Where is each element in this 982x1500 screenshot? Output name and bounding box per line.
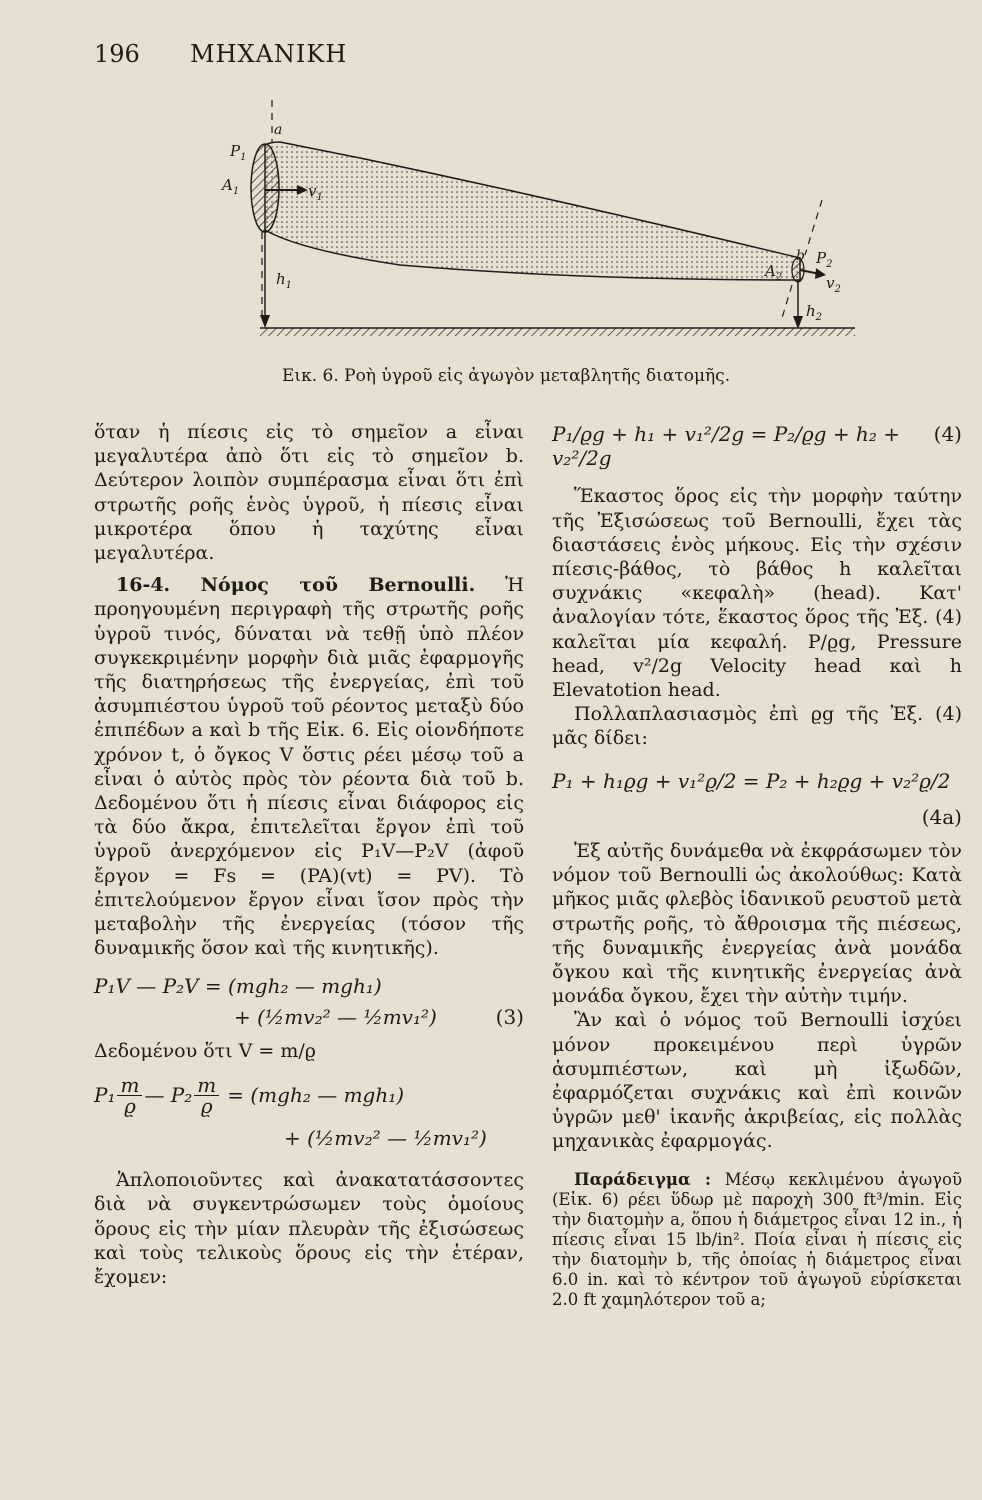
right-column (552, 420, 962, 1310)
svg-text:A2: $A_2$ (765, 262, 783, 283)
pipe-flow-figure (200, 90, 870, 350)
pipe-body (265, 142, 800, 280)
svg-text:v1: $v_1$ (308, 182, 323, 203)
left-para-3: Ἁπλοποιοῦντες καὶ ἀνακατατάσσοντες διὰ νὰ συγκεντρώσωμεν τοὺς ὁμοίους ὅρους εἰς τὴν μίαν πλευρὰν τῆς ἐξισώσεως καὶ τοὺς τελικοὺς ὅρους εἰς τὴν ἑτέραν, ἔχομεν: (94, 1169, 524, 1289)
svg-text:h2: $h_2$ (806, 302, 823, 323)
right-para-3: Ἐξ αὐτῆς δυνάμεθα νὰ ἐκφράσωμεν τὸν νόμον τοῦ Bernoulli ὡς ἀκολούθως: Κατὰ μῆκος μιᾶς φλεβὸς ἰδανικοῦ ρευστοῦ μετὰ στρωτῆς ροῆς, τὸ ἄθροισμα τῆς πιέσεως, τῆς δυναμικῆς ἐνεργείας ἀνὰ μονάδα ὄγκου καὶ τῆς κινητικῆς ἐνεργείας ἀνὰ μονάδα ὄγκου, ἔχει τὴν αὐτὴν τιμήν. (552, 840, 962, 1008)
svg-text:P2: $P_2$ (816, 249, 833, 270)
equation-mass: P₁ $\frac{m}{ϱ}$ — P₂ $\frac{m}{ϱ}$ = (mgh₂ — mgh₁) (94, 1073, 405, 1119)
left-column (94, 420, 524, 1289)
given-text: Δεδομένου ὅτι V = m/ϱ (94, 1039, 316, 1062)
svg-text:P1: $P_1$ (230, 142, 247, 163)
equation-3: P₁V — P₂V = (mgh₂ — mgh₁) + (½mv₂² — ½mv₁²) (3) (94, 974, 524, 1029)
right-para-4: Ἂν καὶ ὁ νόμος τοῦ Bernoulli ἰσχύει μόνον προκειμένου περὶ ὑγρῶν ἀσυμπιέστων, καὶ μὴ ἰξωδῶν, ἐφαρμόζεται συχνάκις καὶ ἐπὶ κοινῶν ὑγρῶν μεθ' ἱκανῆς ἀκριβείας, εἰς πολλὰς μηχανικὰς ἐφαρμογάς. (552, 1009, 962, 1153)
svg-text:h1: $h_1$ (276, 270, 293, 291)
page-number: 196 (94, 40, 140, 68)
example: Παράδειγμα : Μέσῳ κεκλιμένου ἀγωγοῦ (Εἰκ. 6) ρέει ὕδωρ μὲ παροχὴ 300 ft³/min. Εἰς τὴν διατομὴν a, ὅπου ἡ διάμετρος εἶναι 12 in., ἡ πίεσις εἶναι 15 lb/in². Ποία εἶναι ἡ πίεσις εἰς τὴν διατομὴν b, τῆς ὁποίας ἡ διάμετρος εἶναι 6.0 in. καὶ τὸ κέντρον τοῦ ἀγωγοῦ εὑρίσκεται 2.0 ft χαμηλότερον τοῦ a; (552, 1169, 962, 1309)
equation-mass-line2: + (½mv₂² — ½mv₁²) (284, 1126, 487, 1151)
section-heading: 16-4. Νόμος τοῦ Bernoulli. (116, 574, 476, 597)
left-para-1: ὅταν ἡ πίεσις εἰς τὸ σημεῖον a εἶναι μεγαλυτέρα ἀπὸ ὅτι εἰς τὸ σημεῖον b. Δεύτερον λοιπὸν συμπέρασμα εἶναι ὅτι ἐπὶ στρωτῆς ροῆς ἑνὸς ὑγροῦ, ἡ πίεσις εἶναι μικροτέρα ὅπου ἡ ταχύτης εἶναι μεγαλυτέρα. (94, 421, 524, 565)
inlet-section (251, 144, 279, 232)
equation-4: P₁/ϱg + h₁ + v₁²/2g = P₂/ϱg + h₂ + v₂²/2g (4) (552, 422, 962, 471)
equation-4a: P₁ + h₁ϱg + v₁²ϱ/2 = P₂ + h₂ϱg + v₂²ϱ/2 (4a) (552, 768, 962, 829)
example-heading: Παράδειγμα : (574, 1169, 711, 1189)
svg-text:A1: $A_1$ (222, 176, 240, 197)
label-b: b (796, 248, 805, 264)
left-para-2: 16-4. Νόμος τοῦ Bernoulli. Ἡ προηγουμένη περιγραφὴ τῆς στρωτῆς ροῆς ὑγροῦ τινός, δύναται νὰ τεθῇ ὑπὸ πλέον συγκεκριμένην μορφὴν διὰ μιᾶς ἐφαρμογῆς τῆς διατηρήσεως τῆς ἐνεργείας, ἐπὶ τοῦ ἀσυμπιέστου ὑγροῦ τοῦ ρέοντος μεταξὺ δύο ἐπιπέδων a καὶ b τῆς Εἰκ. 6. Εἰς οἱονδήποτε χρόνον t, ὁ ὄγκος V ὅστις ρέει μέσῳ τοῦ a εἶναι ὁ αὐτὸς πρὸς τὸν ρέοντα διὰ τοῦ b. Δεδομένου ὅτι ἡ πίεσις εἶναι διάφορος εἰς τὰ δύο ἄκρα, ἐπιτελεῖται ἔργον ἐπὶ τοῦ ὑγροῦ ἀνερχόμενον εἰς P₁V—P₂V (ἀφοῦ ἔργον = Fs = (PA)(vt) = PV). Τὸ ἐπιτελούμενον ἔργον εἶναι ἴσον πρὸς τὴν μεταβολὴν τῆς ἐνεργείας (τόσον τῆς δυναμικῆς ὅσον καὶ τῆς κινητικῆς). (94, 574, 525, 960)
svg-text:v2: $v_2$ (826, 274, 841, 295)
running-title: ΜΗΧΑΝΙΚΗ (190, 40, 348, 68)
right-para-1: Ἕκαστος ὅρος εἰς τὴν μορφὴν ταύτην τῆς Ἐξισώσεως τοῦ Bernoulli, ἔχει τὰς διαστάσεις ἑνὸς μήκους. Εἰς τὴν σχέσιν πίεσις-βάθος, τὸ βάθος h καλεῖται συχνάκις «κεφαλὴ» (head). Κατ' ἀναλογίαν τότε, ἕκαστος ὅρος τῆς Ἐξ. (4) καλεῖται μία κεφαλή. P/ϱg, Pressure head, v²/2g Velocity head καὶ h Elevatotion head. (552, 485, 962, 702)
label-a: a (274, 122, 283, 138)
right-para-2: Πολλαπλασιασμὸς ἐπὶ ϱg τῆς Ἐξ. (4) μᾶς δίδει: (552, 703, 962, 750)
figure-caption: Εικ. 6. Ροὴ ὑγροῦ εἰς ἀγωγὸν μεταβλητῆς διατομῆς. (282, 366, 731, 386)
